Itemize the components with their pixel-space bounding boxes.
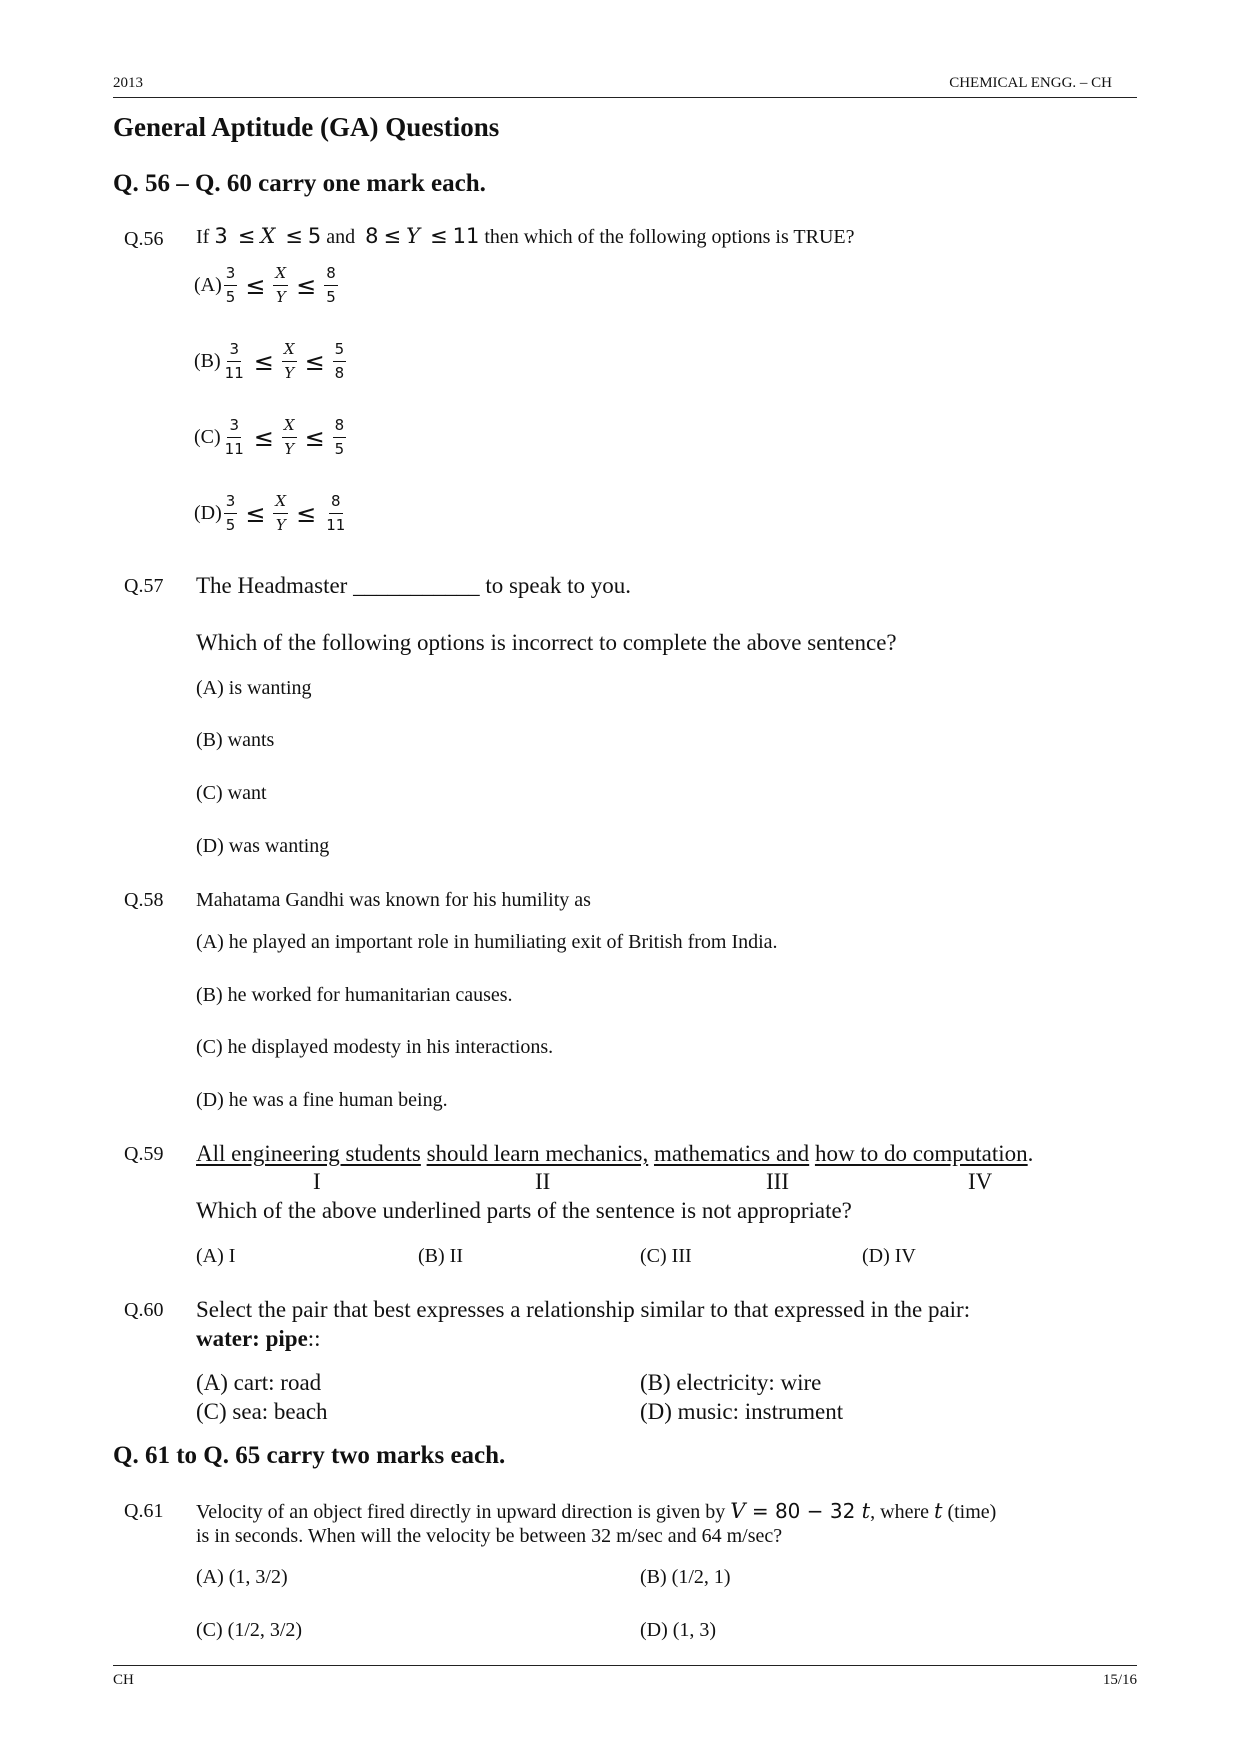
- part2-title: Q. 61 to Q. 65 carry two marks each.: [113, 1442, 506, 1469]
- q56-option-label: (C): [194, 426, 221, 448]
- q61-line1-pre: Velocity of an object fired directly in upward direction is given by: [196, 1501, 726, 1523]
- q60-pair-bold: water: pipe: [196, 1326, 308, 1351]
- le-sign: ≤: [296, 499, 317, 528]
- q59-part-3: mathematics and: [653, 1141, 810, 1166]
- q60-option-c[interactable]: (C) sea: beach: [196, 1399, 328, 1424]
- fraction: $\frac{8}{11}$: [326, 492, 346, 534]
- q56-and: and: [326, 226, 356, 248]
- fraction-x-over-y: $\frac{X}{Y}$: [275, 264, 287, 306]
- q61-t-var: t: [933, 1499, 943, 1523]
- fraction: $\frac{8}{5}$: [326, 264, 336, 306]
- q61-line1-mid: , where: [870, 1501, 929, 1523]
- header-rule: [113, 97, 1137, 98]
- fraction: $\frac{3}{5}$: [225, 492, 236, 534]
- q56-five: 5: [307, 224, 322, 248]
- q56-if: If: [196, 226, 210, 248]
- q57-option-d[interactable]: (D) was wanting: [196, 835, 330, 857]
- fraction: $\frac{5}{8}$: [334, 340, 345, 382]
- q61-line1: [196, 1499, 996, 1524]
- q61-line2: is in seconds. When will the velocity be between 32 m/sec and 64 m/sec?: [196, 1525, 783, 1547]
- q59-option-d[interactable]: (D) IV: [862, 1245, 916, 1267]
- q61-eq-t: t: [861, 1499, 871, 1523]
- q61-number: Q.61: [124, 1500, 164, 1522]
- fraction: $\frac{8}{5}$: [334, 416, 345, 458]
- q56-X: X: [260, 224, 276, 248]
- q58-option-a[interactable]: (A) he played an important role in humiliating exit of British from India.: [196, 931, 778, 953]
- q61-eq-V: V: [730, 1499, 746, 1523]
- q59-option-c[interactable]: (C) III: [640, 1245, 692, 1267]
- q57-option-b[interactable]: (B) wants: [196, 729, 275, 751]
- fraction-x-over-y: $\frac{X}{Y}$: [275, 492, 287, 534]
- q61-option-c[interactable]: (C) (1/2, 3/2): [196, 1619, 303, 1641]
- q56-option-label: (D): [194, 502, 222, 524]
- q59-marker-iii: III: [766, 1169, 789, 1194]
- q61-line1-post: (time): [942, 1501, 997, 1523]
- page-number: 15/16: [1102, 1672, 1137, 1688]
- q59-marker-iv: IV: [968, 1169, 993, 1194]
- q56-le-3: ≤: [383, 224, 402, 248]
- le-sign: ≤: [245, 271, 266, 300]
- q58-number: Q.58: [124, 889, 164, 911]
- le-sign: ≤: [304, 347, 325, 376]
- q57-option-a[interactable]: (A) is wanting: [196, 677, 312, 699]
- q59-option-b[interactable]: (B) II: [418, 1245, 463, 1267]
- q56-option-b[interactable]: [194, 341, 348, 382]
- q56-Y: Y: [406, 224, 420, 248]
- footer-code: CH: [113, 1672, 134, 1688]
- q57-number: Q.57: [124, 575, 164, 597]
- q60-number: Q.60: [124, 1299, 164, 1321]
- q56-eight: 8: [365, 224, 379, 248]
- le-sign: ≤: [304, 423, 325, 452]
- q56-stem-tail: then which of the following options is TRUE?: [484, 226, 855, 248]
- q60-pair-suffix: ::: [307, 1326, 321, 1351]
- q59-part-2: should learn mechanics,: [426, 1141, 649, 1166]
- q56-stem: [196, 224, 855, 249]
- q56-three: 3: [214, 224, 228, 248]
- q59-marker-ii: II: [535, 1169, 551, 1194]
- q57-option-c[interactable]: (C) want: [196, 782, 267, 804]
- q58-stem: Mahatama Gandhi was known for his humility as: [196, 889, 591, 911]
- q57-prompt: Which of the following options is incorrect to complete the above sentence?: [196, 630, 897, 655]
- q56-option-label: (B): [194, 350, 221, 372]
- q56-option-d[interactable]: [194, 493, 349, 534]
- q56-eleven: 11: [452, 224, 480, 248]
- le-sign: ≤: [253, 347, 274, 376]
- q59-marker-i: I: [313, 1169, 321, 1194]
- footer-rule: [113, 1665, 1137, 1666]
- q61-option-b[interactable]: (B) (1/2, 1): [640, 1566, 731, 1588]
- part1-title: Q. 56 – Q. 60 carry one mark each.: [113, 170, 486, 197]
- q56-option-a[interactable]: [194, 265, 340, 306]
- q61-eq-mid: = 80 − 32: [745, 1499, 862, 1523]
- header-paper-title: CHEMICAL ENGG. – CH: [949, 75, 1112, 91]
- q59-option-a[interactable]: (A) I: [196, 1245, 236, 1267]
- q58-option-d[interactable]: (D) he was a fine human being.: [196, 1089, 448, 1111]
- le-sign: ≤: [245, 499, 266, 528]
- q57-sentence: The Headmaster ___________ to speak to you.: [196, 573, 631, 598]
- q59-prompt: Which of the above underlined parts of the sentence is not appropriate?: [196, 1198, 852, 1223]
- fraction-x-over-y: $\frac{X}{Y}$: [283, 416, 295, 458]
- fraction: $\frac{3}{11}$: [224, 416, 244, 458]
- q60-option-b[interactable]: (B) electricity: wire: [640, 1370, 822, 1395]
- le-sign: ≤: [296, 271, 317, 300]
- q59-period: .: [1027, 1141, 1034, 1166]
- q59-part-4: how to do computation: [814, 1141, 1028, 1166]
- q56-le-4: ≤: [430, 224, 448, 248]
- q60-option-a[interactable]: (A) cart: road: [196, 1370, 322, 1395]
- q60-pair: [196, 1326, 321, 1352]
- q58-option-c[interactable]: (C) he displayed modesty in his interactions.: [196, 1036, 554, 1058]
- fraction-x-over-y: $\frac{X}{Y}$: [283, 340, 295, 382]
- fraction: $\frac{3}{11}$: [224, 340, 244, 382]
- q60-stem: Select the pair that best expresses a relationship similar to that expressed in the pair:: [196, 1297, 971, 1322]
- fraction: $\frac{3}{5}$: [225, 264, 236, 306]
- q56-option-c[interactable]: [194, 417, 348, 458]
- q61-option-a[interactable]: (A) (1, 3/2): [196, 1566, 288, 1588]
- section-title: General Aptitude (GA) Questions: [113, 112, 500, 142]
- q59-part-1: All engineering students: [196, 1141, 421, 1166]
- q58-option-b[interactable]: (B) he worked for humanitarian causes.: [196, 984, 513, 1006]
- q61-option-d[interactable]: (D) (1, 3): [640, 1619, 717, 1641]
- q59-number: Q.59: [124, 1143, 164, 1165]
- le-sign: ≤: [253, 423, 274, 452]
- q56-le-1: ≤: [237, 224, 256, 248]
- q56-le-2: ≤: [285, 224, 303, 248]
- q59-sentence: [196, 1141, 1033, 1167]
- header-year: 2013: [113, 75, 143, 91]
- q60-option-d[interactable]: (D) music: instrument: [640, 1399, 844, 1424]
- q56-number: Q.56: [124, 228, 164, 250]
- q56-option-label: (A): [194, 274, 222, 296]
